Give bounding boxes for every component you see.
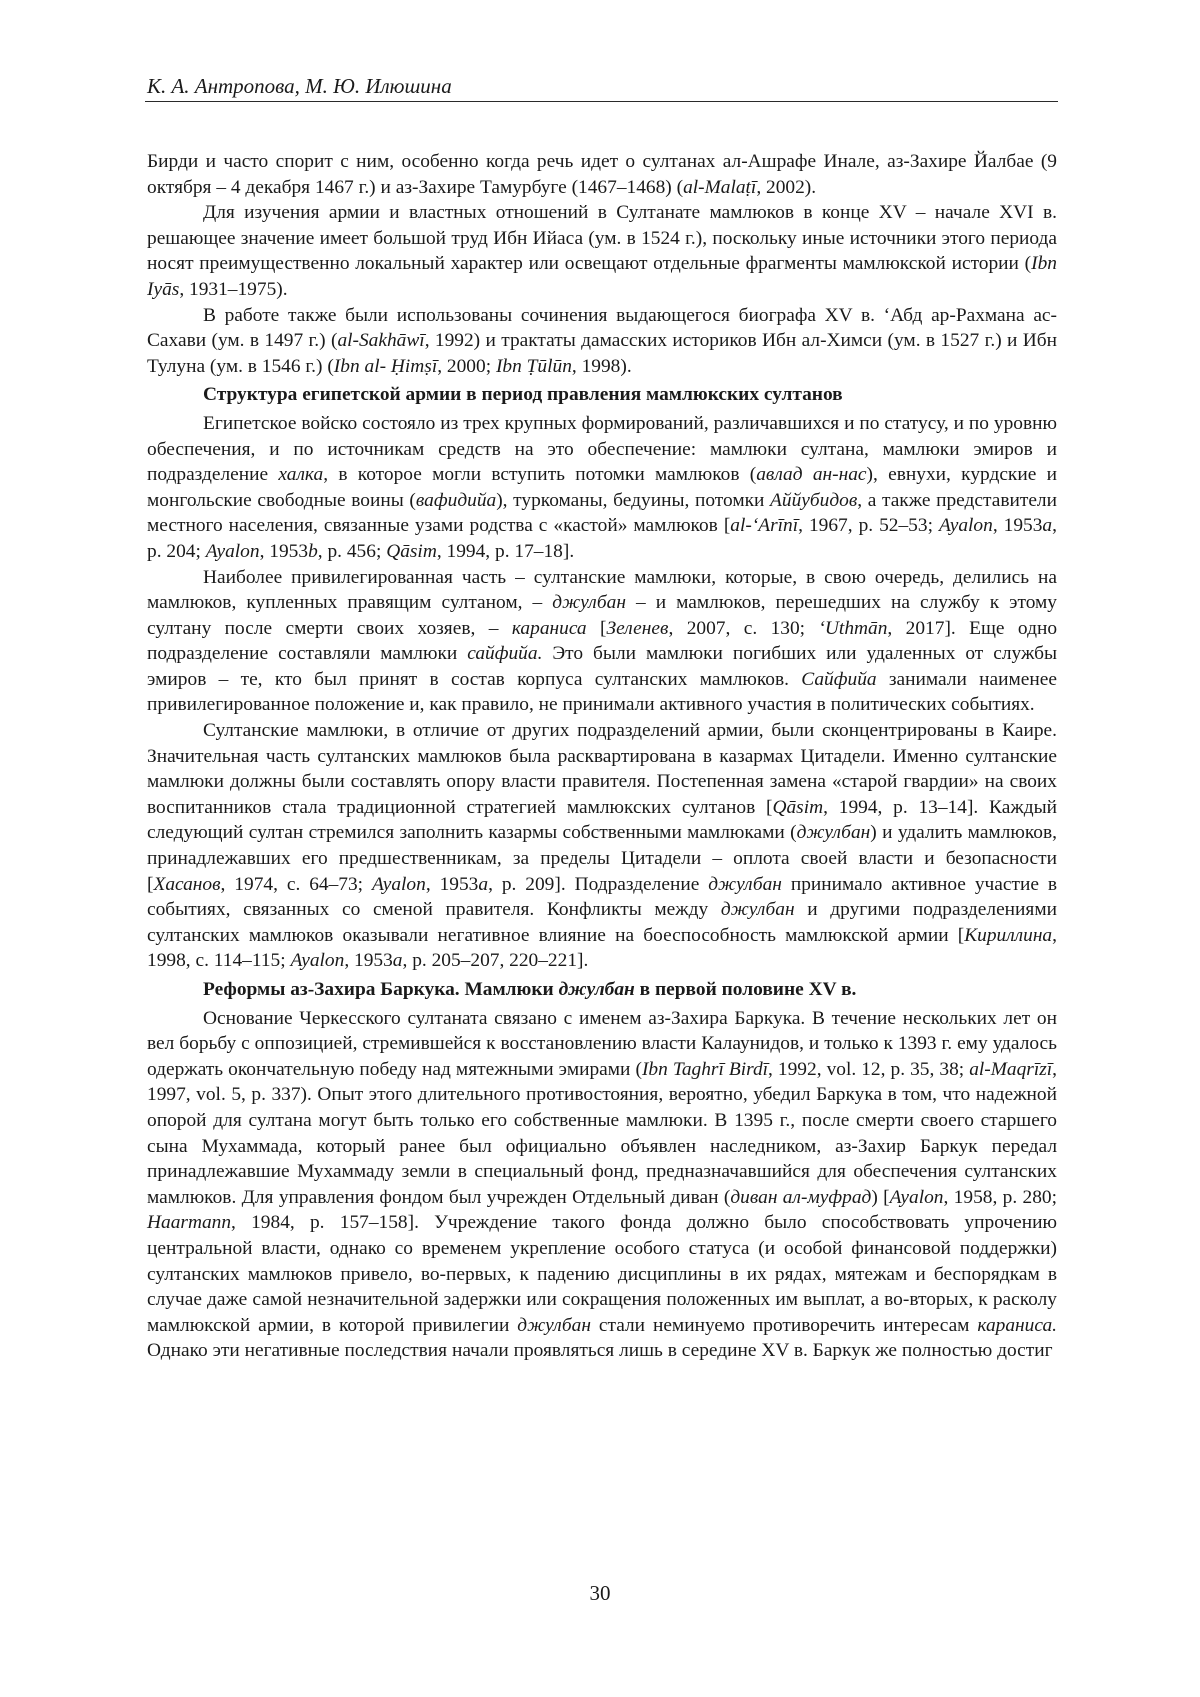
text-run: Основание Черкесского султаната связано с именем аз-Захира Баркука. В течение нескольких лет он вел борьбу с оппозицией, стремившейся к восстановлению власти Калаунидов, и только к 1393 г. ему удалось одержать окончательную победу над мятежными эмирами ( [147,1008,1057,1080]
paragraph-sultan-mamluks [147,565,1057,719]
italic-text-run: Зеленев [607,618,669,639]
text-run: ), евнухи, курдские и монгольские свободные воины ( [147,464,1057,511]
journal-page [0,0,1200,1697]
text-run: Бирди и часто спорит с ним, особенно когда речь идет о султанах ал-Ашрафе Инале, аз-Захире Йалбае (9 октября – 4 декабря 1467 г.) и аз-Захире Тамурбуге (1467–1468) ( [147,151,1057,198]
italic-text-run: джулбан [721,899,795,920]
italic-text-run: джулбан [708,874,782,895]
italic-text-run: джулбан [517,1315,591,1336]
paragraph-continuation [147,149,1057,200]
italic-text-run: Ibn al- Ḥimṣī [334,356,437,377]
text-run: – и мамлюков, перешедших на службу к этому султану после смерти своих хозяев, – [147,592,1057,639]
italic-text-run: a [478,874,488,895]
text-run: , 2017]. Еще одно подразделение составляли мамлюки [147,618,1057,665]
page-number: 30 [0,1580,1200,1606]
text-run: Это были мамлюки погибших или удаленных от службы эмиров – те, кто был принят в состав корпуса султанских мамлюков. [147,643,1057,690]
text-run: , 1994, p. 17–18]. [437,541,574,562]
paragraph-cairo-citadel [147,718,1057,974]
italic-text-run: a [393,950,403,971]
text-run: , p. 205–207, 220–221]. [403,950,589,971]
text-run: , 2002). [756,177,816,198]
text-run: Однако эти негативные последствия начали проявляться лишь в середине XV в. Баркук же полностью достиг [147,1340,1053,1361]
paragraph-circassian-sultanate [147,1006,1057,1364]
paragraph-sources-ibn-iyas [147,200,1057,302]
italic-text-run: джулбан [797,822,871,843]
italic-text-run: Ayalon [939,515,993,536]
italic-text-run: авлад ан-нас [756,464,866,485]
paragraph-army-formations [147,411,1057,565]
text-run: , 1998). [572,356,632,377]
text-run: , p. 209]. Подразделение [488,874,708,895]
italic-text-run: Аййубидов [770,490,857,511]
italic-text-run: Ibn Iyās [147,253,1057,300]
italic-text-run: халка [278,464,323,485]
text-run: , 2000; [437,356,496,377]
text-run: занимали наименее привилегированное положение и, как правило, не принимали активного участия в политических событиях. [147,669,1057,716]
italic-text-run: Кириллина [964,925,1052,946]
italic-text-run: al-‘Arīnī [730,515,798,536]
italic-text-run: Хасанов [153,874,220,895]
text-run: ) [ [871,1187,889,1208]
italic-text-run: al-Sakhāwī [337,330,424,351]
text-run: , 1931–1975). [179,279,287,300]
text-run: , 2007, с. 130; [668,618,818,639]
italic-text-run: караниса [512,618,587,639]
text-run: , 1967, p. 52–53; [798,515,939,536]
italic-text-run: диван ал-муфрад [730,1187,871,1208]
text-run: , 1992, vol. 12, p. 35, 38; [768,1059,969,1080]
italic-text-run: Qāsim [386,541,437,562]
italic-text-run: Ibn Ṭūlūn [496,356,572,377]
text-run: принимало активное участие в событиях, связанных со сменой правителя. Конфликты между [147,874,1057,921]
text-run: , 1998, с. 114–115; [147,925,1057,972]
text-run: , 1958, p. 280; [943,1187,1057,1208]
section-heading-army-structure [147,379,1057,411]
italic-text-run: вафидийа [416,490,496,511]
paragraph-sources-sakhawi [147,303,1057,380]
text-run: Наиболее привилегированная часть – султанские мамлюки, которые, в свою очередь, делились на мамлюков, купленных правящим султаном, – [147,567,1057,614]
text-run: ) и удалить мамлюков, принадлежавших его предшественникам, за пределы Цитадели – оплота своей власти и безопасности [ [147,822,1057,894]
header-rule [145,101,1058,102]
italic-text-run: Ayalon [372,874,426,895]
text-run: Для изучения армии и властных отношений в Султанате мамлюков в конце XV – начале XVI в. решающее значение имеет большой труд Ибн Ийаса (ум. в 1524 г.), поскольку иные источники этого периода носят преимущественно локальный характер или освещают отдельные фрагменты мамлюкской истории ( [147,202,1057,274]
text-run: , 1953 [426,874,479,895]
text-run: , 1974, с. 64–73; [221,874,372,895]
italic-text-run: Сайфийа [801,669,876,690]
italic-text-run: al-Maqrīzī [969,1059,1052,1080]
italic-text-run: Ibn Taghrī Birdī [642,1059,768,1080]
text-run: Структура египетской армии в период правления мамлюкских султанов [203,384,843,405]
text-run: В работе также были использованы сочинения выдающегося биографа XV в. ‘Абд ар-Рахмана ас-Сахави (ум. в 1497 г.) ( [147,305,1057,352]
text-run: в первой половине XV в. [635,979,857,1000]
text-run: , 1984, p. 157–158]. Учреждение такого фонда должно было способствовать упрочению центральной власти, однако со временем укрепление особого статуса (и особой финансовой поддержки) султанских мамлюков привело, во-первых, к падению дисциплины в их рядах, мятежам и беспорядкам в случае даже самой незначительной задержки или сокращения положенных им выплат, а во-вторых, к расколу мамлюкской армии, в которой привилегии [147,1212,1057,1335]
italic-text-run: Ayalon [890,1187,944,1208]
section-heading-barquq-reforms [147,974,1057,1006]
text-run: [ [587,618,607,639]
text-run: , p. 204; [147,515,1057,562]
text-run: , а также представители местного населения, связанные узами родства с «кастой» мамлюков [ [147,490,1057,537]
running-header: К. А. Антропова, М. Ю. Илюшина [147,72,1057,100]
text-run: Султанские мамлюки, в отличие от других подразделений армии, были сконцентрированы в Каире. Значительная часть султанских мамлюков была расквартирована в казармах Цитадели. Именно султанские мамлюки должны были составлять опору власти правителя. Постепенная замена «старой гвардии» на своих воспитанников стала традиционной стратегией мамлюкских султанов [ [147,720,1057,818]
text-run: , 1992) и трактаты дамасских историков Ибн ал-Химси (ум. в 1527 г.) и Ибн Тулуна (ум. в 1546 г.) ( [147,330,1057,377]
italic-text-run: b [308,541,318,562]
text-run: и другими подразделениями султанских мамлюков оказывали негативное влияние на боеспособность мамлюкской армии [ [147,899,1057,946]
italic-text-run: Ayalon [290,950,344,971]
text-run: , 1953 [260,541,308,562]
text-run: , 1997, vol. 5, p. 337). Опыт этого длительного противостояния, вероятно, убедил Баркука в том, что надежной опорой для султана могут быть только его собственные мамлюки. В 1395 г., после смерти своего старшего сына Мухаммада, который ранее был официально объявлен наследником, аз-Захир Баркук передал принадлежавшие Мухаммаду земли в специальный фонд, предназначавшийся для обеспечения султанских мамлюков. Для управления фондом был учрежден Отдельный диван ( [147,1059,1057,1208]
italic-text-run: джулбан [559,979,635,1000]
article-body [147,149,1057,1364]
italic-text-run: Ayalon [206,541,260,562]
italic-text-run: al-Malaṭī [683,177,756,198]
text-run: Египетское войско состояло из трех крупных формирований, различавшихся и по статусу, и по уровню обеспечения, и по источникам средств на это обеспечение: мамлюки султана, мамлюки эмиров и подразделение [147,413,1057,485]
text-run: , 1953 [344,950,392,971]
text-run: Реформы аз-Захира Баркука. Мамлюки [203,979,559,1000]
text-run: , 1953 [993,515,1043,536]
italic-text-run: сайфийа. [467,643,542,664]
italic-text-run: Haarmann [147,1212,231,1233]
italic-text-run: караниса. [977,1315,1057,1336]
italic-text-run: джулбан [552,592,626,613]
text-run: ), туркоманы, бедуины, потомки [496,490,770,511]
italic-text-run: ‘Uthmān [818,618,887,639]
text-run: , 1994, p. 13–14]. Каждый следующий султан стремился заполнить казармы собственными мамлюками ( [147,797,1057,844]
text-run: , p. 456; [318,541,386,562]
text-run: стали неминуемо противоречить интересам [591,1315,977,1336]
italic-text-run: Qāsim [772,797,823,818]
italic-text-run: a [1042,515,1052,536]
text-run: , в которое могли вступить потомки мамлюков ( [323,464,756,485]
